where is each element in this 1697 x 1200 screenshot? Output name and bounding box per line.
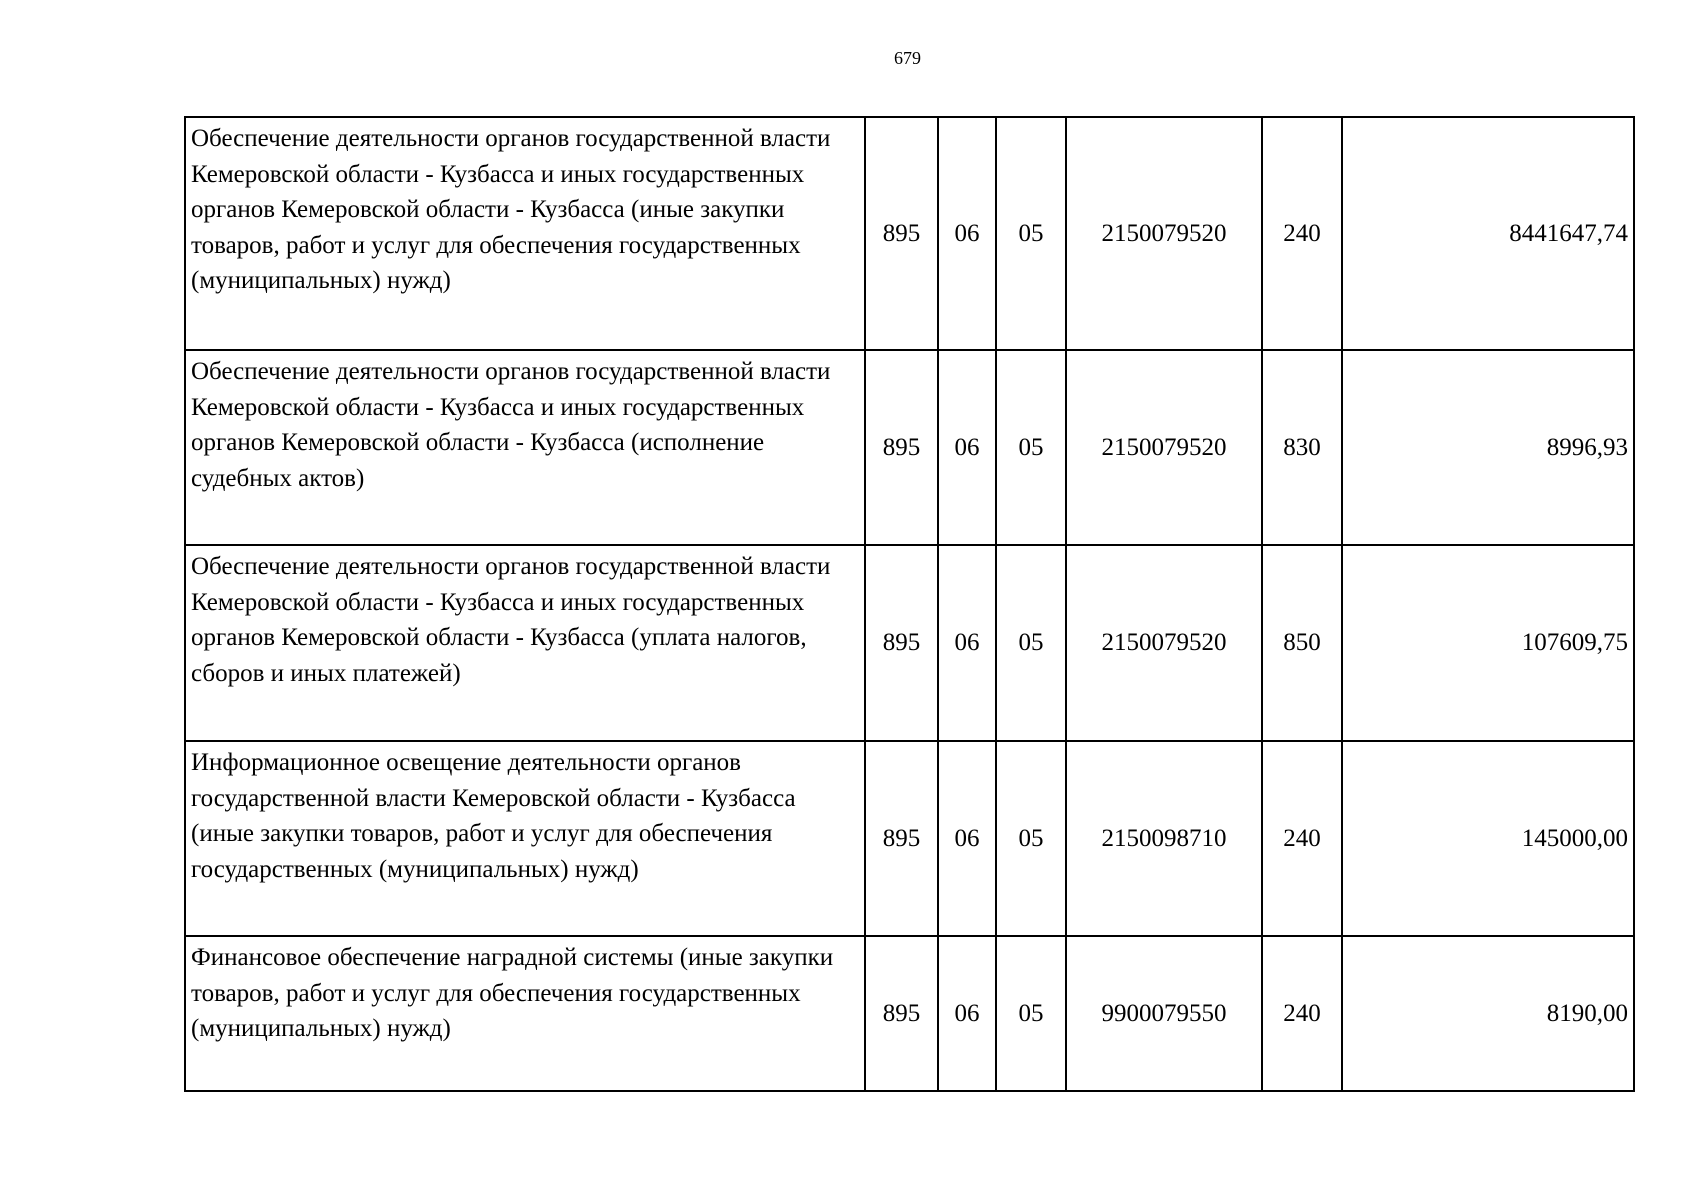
ministry-code: 895 xyxy=(865,936,938,1091)
row-description: Обеспечение деятельности органов государственной власти Кемеровской области - Кузбасса и иных государственных органов Кемеровской области - Кузбасса (иные закупки товаров, работ и услуг для обеспечения государственных (муниципальных) нужд) xyxy=(185,117,865,350)
row-description: Финансовое обеспечение наградной системы (иные закупки товаров, работ и услуг для обеспечения государственных (муниципальных) нужд) xyxy=(185,936,865,1091)
target-article-code: 2150079520 xyxy=(1066,350,1262,545)
subsection-code: 05 xyxy=(996,117,1066,350)
page-number: 679 xyxy=(894,48,921,68)
subsection-code: 05 xyxy=(996,936,1066,1091)
expense-type-code: 830 xyxy=(1262,350,1342,545)
ministry-code: 895 xyxy=(865,741,938,936)
table-row xyxy=(185,741,1634,936)
subsection-code: 05 xyxy=(996,350,1066,545)
amount: 107609,75 xyxy=(1342,545,1634,741)
expense-type-code: 240 xyxy=(1262,936,1342,1091)
expense-type-code: 240 xyxy=(1262,741,1342,936)
table-row xyxy=(185,350,1634,545)
table-row xyxy=(185,936,1634,1091)
expense-type-code: 240 xyxy=(1262,117,1342,350)
target-article-code: 2150079520 xyxy=(1066,545,1262,741)
amount: 8996,93 xyxy=(1342,350,1634,545)
amount: 8441647,74 xyxy=(1342,117,1634,350)
amount: 8190,00 xyxy=(1342,936,1634,1091)
subsection-code: 05 xyxy=(996,741,1066,936)
amount: 145000,00 xyxy=(1342,741,1634,936)
target-article-code: 9900079550 xyxy=(1066,936,1262,1091)
subsection-code: 05 xyxy=(996,545,1066,741)
section-code: 06 xyxy=(938,741,996,936)
ministry-code: 895 xyxy=(865,545,938,741)
ministry-code: 895 xyxy=(865,350,938,545)
target-article-code: 2150079520 xyxy=(1066,117,1262,350)
table-row xyxy=(185,545,1634,741)
section-code: 06 xyxy=(938,350,996,545)
section-code: 06 xyxy=(938,545,996,741)
budget-table xyxy=(184,116,1635,1092)
expense-type-code: 850 xyxy=(1262,545,1342,741)
section-code: 06 xyxy=(938,936,996,1091)
target-article-code: 2150098710 xyxy=(1066,741,1262,936)
table-row xyxy=(185,117,1634,350)
ministry-code: 895 xyxy=(865,117,938,350)
section-code: 06 xyxy=(938,117,996,350)
row-description: Обеспечение деятельности органов государственной власти Кемеровской области - Кузбасса и иных государственных органов Кемеровской области - Кузбасса (уплата налогов, сборов и иных платежей) xyxy=(185,545,865,741)
row-description: Обеспечение деятельности органов государственной власти Кемеровской области - Кузбасса и иных государственных органов Кемеровской области - Кузбасса (исполнение судебных актов) xyxy=(185,350,865,545)
row-description: Информационное освещение деятельности органов государственной власти Кемеровской области - Кузбасса (иные закупки товаров, работ и услуг для обеспечения государственных (муниципальных) нужд) xyxy=(185,741,865,936)
